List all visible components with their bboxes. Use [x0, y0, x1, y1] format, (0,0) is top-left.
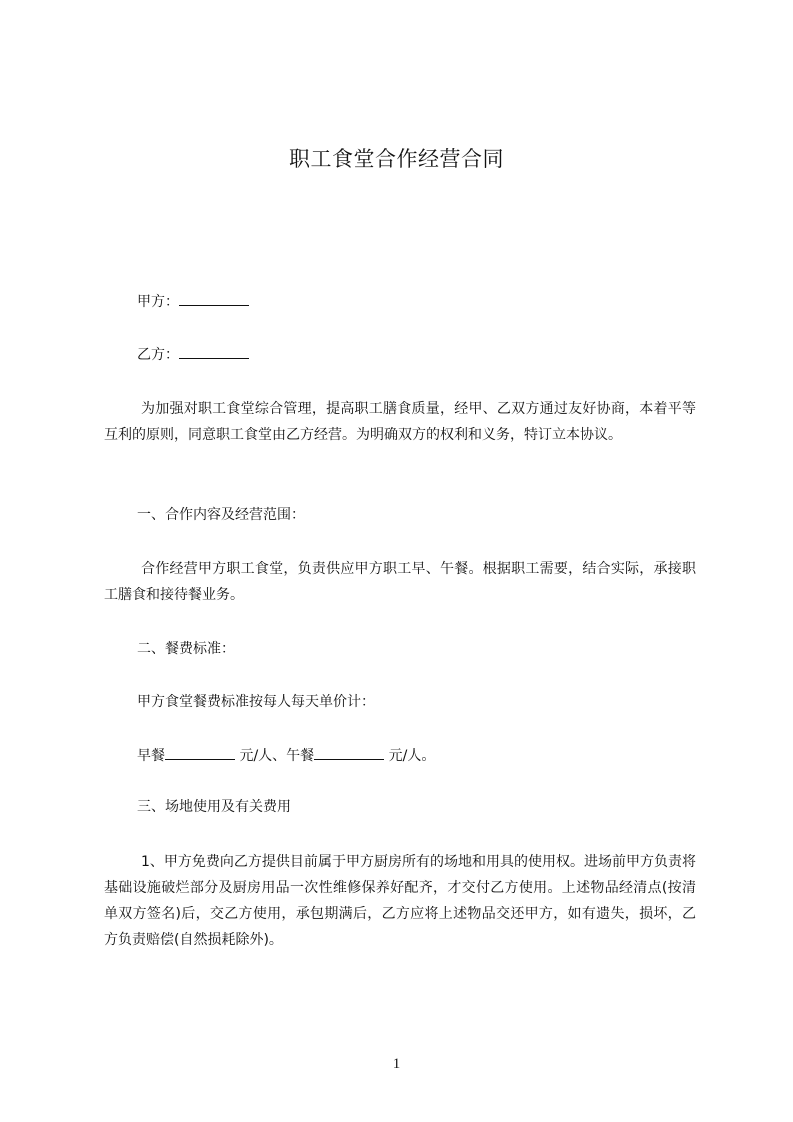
section1-text: 合作经营甲方职工食堂，负责供应甲方职工早、午餐。根据职工需要，结合实际，承接职工膳食和接待餐业务。	[104, 561, 696, 603]
section1-paragraph	[104, 556, 696, 608]
section1-heading: 一、合作内容及经营范围：	[137, 507, 305, 523]
section2-body: 甲方食堂餐费标准按每人每天单价计：	[137, 694, 375, 710]
lunch-price-blank	[314, 745, 384, 760]
party-a-blank	[179, 291, 249, 306]
lunch-unit: 元/人。	[388, 748, 436, 764]
party-a-label: 甲方：	[137, 294, 179, 310]
breakfast-label: 早餐	[137, 748, 165, 764]
document-title: 职工食堂合作经营合同	[289, 147, 504, 171]
page-number: 1	[392, 1056, 401, 1072]
section3-item1-paragraph	[104, 849, 696, 953]
section3-heading: 三、场地使用及有关费用	[137, 799, 291, 815]
breakfast-unit: 元/人、午餐	[239, 748, 315, 764]
breakfast-price-blank	[165, 745, 235, 760]
party-a-line	[137, 291, 249, 312]
party-b-blank	[179, 344, 249, 359]
meal-price-line	[137, 745, 435, 766]
party-b-label: 乙方：	[137, 347, 179, 363]
section3-item1-text: 1、甲方免费向乙方提供目前属于甲方厨房所有的场地和用具的使用权。进场前甲方负责将基础设施破烂部分及厨房用品一次性维修保养好配齐，才交付乙方使用。上述物品经清点(按清单双方签名)后，交乙方使用，承包期满后，乙方应将上述物品交还甲方，如有遗失，损坏，乙方负责赔偿(自然损耗除外)。	[104, 854, 696, 948]
intro-paragraph	[104, 396, 696, 448]
party-b-line	[137, 344, 249, 365]
intro-text: 为加强对职工食堂综合管理，提高职工膳食质量，经甲、乙双方通过友好协商，本着平等互利的原则，同意职工食堂由乙方经营。为明确双方的权利和义务，特订立本协议。	[104, 401, 696, 443]
section2-heading: 二、餐费标准：	[137, 641, 235, 657]
